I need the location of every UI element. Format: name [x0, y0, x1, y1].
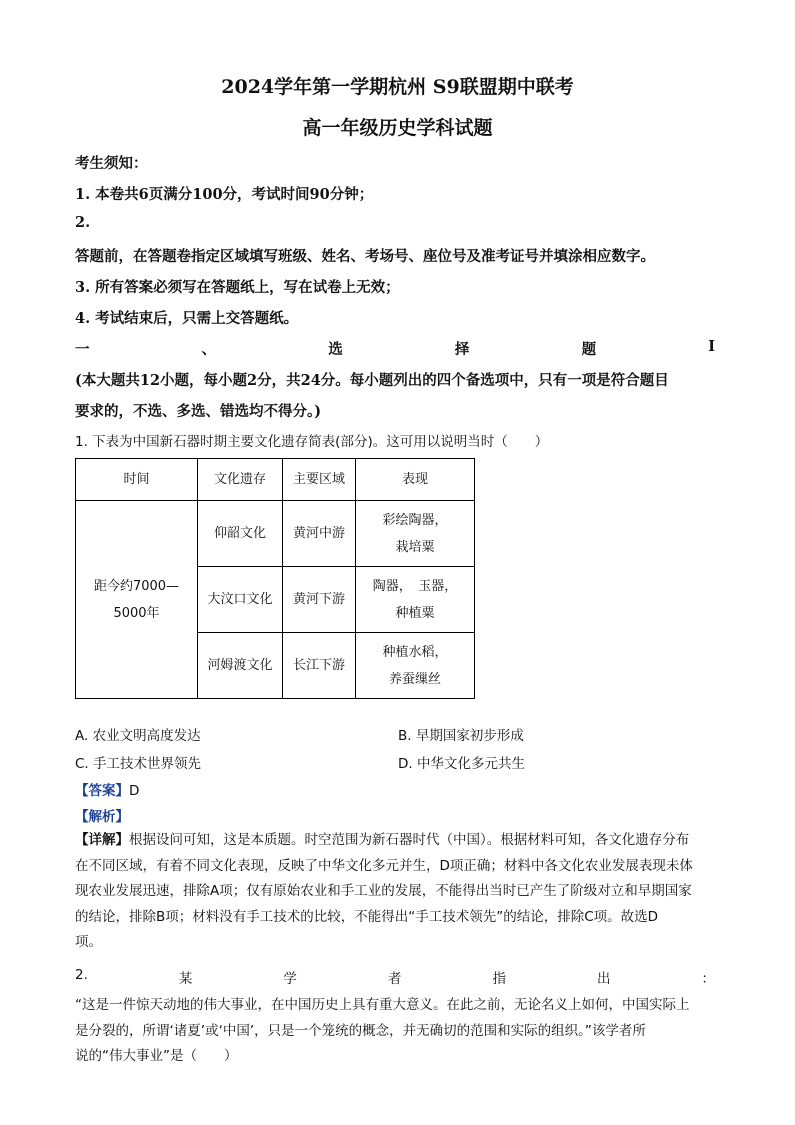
notice-item-1: 1. 本卷共6页满分100分，考试时间90分钟；	[75, 186, 374, 203]
exam-title: 2024学年第一学期杭州 S9联盟期中联考	[221, 76, 574, 98]
region-cell: 黄河中游	[283, 501, 356, 567]
culture-table	[75, 458, 475, 699]
answer-value: D	[129, 783, 140, 799]
section-description-1: (本大题共12小题，每小题2分，共24分。每小题列出的四个备选项中，只有一项是符合题目	[75, 372, 669, 389]
stem-char: 者	[387, 971, 402, 987]
feature-line: 陶器， 玉器，	[372, 578, 458, 594]
feature-line: 栽培粟	[395, 539, 435, 555]
time-cell	[76, 501, 198, 699]
feature-cell	[356, 501, 475, 567]
detail-tag: 【详解】	[75, 832, 129, 848]
feature-line: 种植水稻，	[382, 644, 448, 660]
region-cell: 黄河下游	[283, 567, 356, 633]
analysis-tag: 【解析】	[75, 809, 129, 825]
culture-cell: 仰韶文化	[198, 501, 283, 567]
notice-item-2-text: 答题前，在答题卷指定区域填写班级、姓名、考场号、座位号及准考证号并填涂相应数字。	[75, 248, 655, 265]
feature-line: 养蚕缫丝	[388, 671, 441, 687]
section-char: 择	[454, 341, 470, 358]
stem-char: 2.	[75, 967, 88, 983]
exam-subtitle: 高一年级历史学科试题	[302, 117, 493, 139]
stem-char: 某	[178, 971, 193, 987]
question-2-line: 说的“伟大事业”是（ ）	[75, 1048, 238, 1064]
detail-line: 项。	[75, 934, 102, 950]
detail-line: 的结论，排除B项；材料没有手工技术的比较，不能得出“手工技术领先”的结论，排除C项。故选D	[75, 908, 659, 925]
section-char: 一	[75, 341, 90, 358]
option-c: C. 手工技术世界领先	[75, 756, 202, 772]
detail-paragraph	[75, 828, 720, 956]
section-char: 、	[201, 341, 217, 358]
option-a: A. 农业文明高度发达	[75, 728, 201, 744]
table-row	[76, 501, 475, 567]
section-char: 选	[328, 341, 343, 358]
table-header-cell: 时间	[76, 459, 198, 501]
detail-line	[75, 828, 720, 854]
culture-cell: 大汶口文化	[198, 567, 283, 633]
detail-line: 现农业发展迅速，排除A项；仅有原始农业和手工业的发展，不能得出当时已产生了阶级对立和早期国家	[75, 883, 692, 899]
notice-item-3: 3. 所有答案必须写在答题纸上，写在试卷上无效；	[75, 279, 400, 296]
question-2-paragraph	[75, 993, 720, 1070]
option-b: B. 早期国家初步形成	[398, 728, 524, 744]
table-header-cell: 文化遗存	[198, 459, 283, 501]
stem-char: 指	[492, 971, 506, 987]
stem-char: ：	[701, 971, 715, 987]
notice-item-4: 4. 考试结束后，只需上交答题纸。	[75, 310, 299, 327]
answer-tag: 【答案】	[75, 783, 129, 799]
stem-char: 学	[283, 971, 297, 987]
stem-char: 出	[596, 971, 611, 987]
answer-line	[75, 779, 139, 799]
feature-line: 种植粟	[395, 605, 435, 621]
option-d: D. 中华文化多元共生	[398, 756, 525, 772]
question-2-lead	[75, 967, 715, 987]
feature-cell	[356, 633, 475, 699]
feature-line: 彩绘陶器，	[382, 512, 448, 528]
question-2-line: “这是一件惊天动地的伟大事业，在中国历史上具有重大意义。在此之前，无论名义上如何，中国实际上	[75, 997, 690, 1013]
table-header-row	[76, 459, 475, 501]
section-char: 题	[581, 341, 597, 358]
culture-cell: 河姆渡文化	[198, 633, 283, 699]
time-line-1: 距今约7000—	[93, 578, 180, 594]
detail-line: 在不同区域，有着不同文化表现，反映了中华文化多元并生，D项正确；材料中各文化农业发展表现未体	[75, 857, 693, 874]
question-1-stem: 1. 下表为中国新石器时期主要文化遗存简表(部分)。这可用以说明当时（ ）	[75, 434, 549, 450]
feature-cell	[356, 567, 475, 633]
detail-text: 根据设问可知，这是本质题。时空范围为新石器时代（中国）。根据材料可知，各文化遗存分布	[129, 832, 690, 848]
table-header-cell: 主要区域	[283, 459, 356, 501]
section-char: I	[708, 338, 715, 355]
analysis-line	[75, 805, 129, 825]
time-line-2: 5000年	[113, 605, 160, 621]
question-2-line: 是分裂的，所谓‘诸夏’或‘中国’，只是一个笼统的概念，并无确切的范围和实际的组织。”该学者所	[75, 1022, 646, 1039]
section-heading	[75, 338, 715, 359]
notice-heading: 考生须知：	[75, 155, 148, 172]
table-header-cell: 表现	[356, 459, 475, 501]
section-description-2: 要求的，不选、多选、错选均不得分。)	[75, 403, 322, 420]
notice-item-2-number: 2.	[75, 214, 91, 231]
region-cell: 长江下游	[283, 633, 356, 699]
